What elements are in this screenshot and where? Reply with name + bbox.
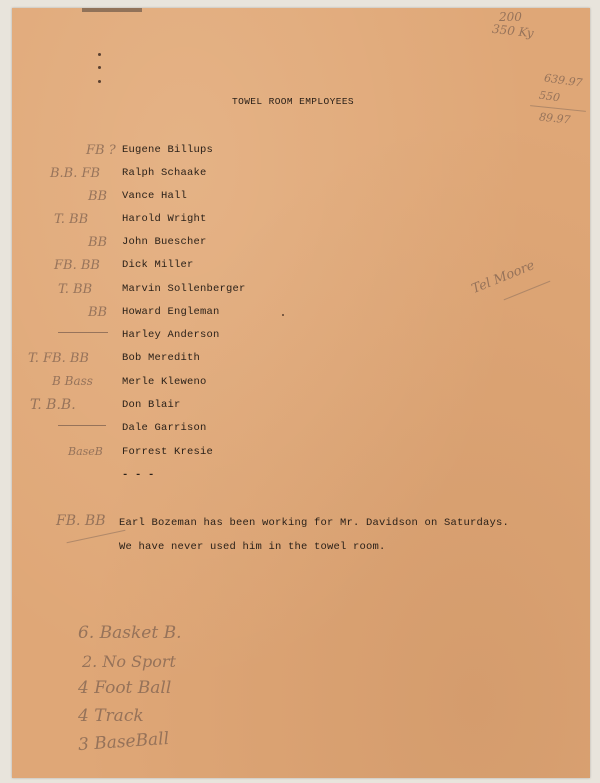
tally-line: 2. No Sport (82, 652, 176, 671)
employee-mark: B Bass (52, 374, 93, 388)
ink-speck (282, 314, 284, 316)
document-page (12, 8, 590, 778)
tally-line: 6. Basket B. (78, 623, 182, 643)
margin-calc-3: 89.97 (538, 110, 572, 127)
note-mark: FB. BB (56, 513, 106, 529)
employee-mark: T. FB. BB (28, 351, 89, 366)
employee-name: Dale Garrison (122, 422, 207, 434)
note-line-2: We have never used him in the towel room. (119, 541, 386, 553)
employee-name: Harold Wright (122, 213, 207, 225)
margin-calc-2: 550 (538, 88, 561, 105)
tally-line: 4 Track (78, 706, 144, 726)
tape-mark (82, 8, 142, 12)
employee-mark: B.B. FB (50, 166, 101, 181)
side-note-underline (504, 281, 551, 301)
margin-calc-1: 639.97 (543, 71, 584, 90)
note-mark-underline (67, 530, 126, 543)
page-title: TOWEL ROOM EMPLOYEES (232, 96, 355, 107)
employee-mark: T. BB (54, 212, 89, 227)
note-line-1: Earl Bozeman has been working for Mr. Davidson on Saturdays. (119, 517, 510, 529)
employee-name: Don Blair (122, 399, 181, 411)
employee-name: Bob Meredith (122, 352, 201, 364)
staple-dot (98, 80, 101, 83)
employee-name: Forrest Kresie (122, 446, 214, 458)
employee-mark: BaseB (68, 445, 103, 458)
employee-name: Harley Anderson (122, 329, 220, 341)
employee-mark: BB (88, 235, 108, 250)
staple-dot (98, 53, 101, 56)
employee-mark: FB. BB (54, 258, 100, 273)
employee-name: Eugene Billups (122, 144, 214, 156)
employee-name: John Buescher (122, 236, 207, 248)
employee-mark-dash (58, 421, 106, 426)
employee-mark: BB (88, 305, 108, 320)
side-margin-note: Tel Moore (469, 258, 537, 297)
employee-name: Merle Kleweno (122, 376, 207, 388)
separator: - - - (122, 469, 155, 481)
employee-mark: T. B.B. (30, 397, 76, 413)
margin-note-top-1: 200 (499, 10, 522, 24)
employee-mark: BB (88, 189, 108, 204)
employee-name: Howard Engleman (122, 306, 220, 318)
employee-name: Ralph Schaake (122, 167, 207, 179)
employee-name: Marvin Sollenberger (122, 283, 246, 295)
calc-rule (530, 105, 586, 112)
staple-dot (98, 66, 101, 69)
tally-line: 4 Foot Ball (78, 678, 172, 698)
tally-line: 3 BaseBall (77, 728, 170, 756)
employee-mark: FB ? (86, 143, 116, 158)
employee-mark-dash (58, 328, 108, 333)
employee-name: Dick Miller (122, 259, 194, 271)
employee-name: Vance Hall (122, 190, 188, 202)
margin-note-top-2: 350 Ky (491, 21, 535, 41)
employee-mark: T. BB (58, 282, 93, 297)
